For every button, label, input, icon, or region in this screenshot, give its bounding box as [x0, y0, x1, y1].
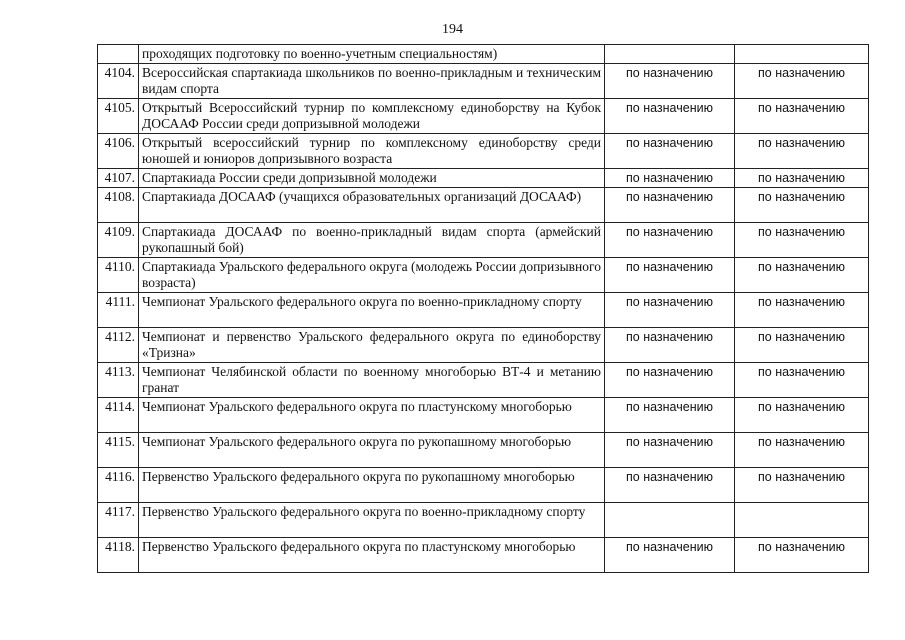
row-number: 4117. — [98, 503, 139, 538]
value-col-b: по назначению — [735, 398, 869, 433]
page-number: 194 — [442, 22, 463, 37]
event-name: Открытый Всероссийский турнир по комплексному единоборству на Кубок ДОСААФ России среди допризывной молодежи — [139, 99, 605, 134]
row-number: 4108. — [98, 188, 139, 223]
event-name: Всероссийская спартакиада школьников по военно-прикладным и техническим видам спорта — [139, 64, 605, 99]
value-col-b: по назначению — [735, 363, 869, 398]
row-number: 4114. — [98, 398, 139, 433]
value-col-b: по назначению — [735, 328, 869, 363]
event-name: Первенство Уральского федерального округа по рукопашному многоборью — [139, 468, 605, 503]
event-name: Чемпионат Челябинской области по военному многоборью ВТ-4 и метанию гранат — [139, 363, 605, 398]
table-row — [98, 45, 869, 64]
value-col-a: по назначению — [605, 134, 735, 169]
table-row — [98, 538, 869, 573]
value-col-a: по назначению — [605, 223, 735, 258]
value-col-b: по назначению — [735, 468, 869, 503]
row-number: 4112. — [98, 328, 139, 363]
row-number: 4118. — [98, 538, 139, 573]
value-col-b: по назначению — [735, 293, 869, 328]
value-col-b: по назначению — [735, 433, 869, 468]
table-row — [98, 64, 869, 99]
event-name: Открытый всероссийский турнир по комплексному единоборству среди юношей и юниоров допризывного возраста — [139, 134, 605, 169]
table-row — [98, 468, 869, 503]
event-name: Чемпионат и первенство Уральского федерального округа по единоборству «Тризна» — [139, 328, 605, 363]
value-col-b: по назначению — [735, 64, 869, 99]
table-row — [98, 169, 869, 188]
row-number: 4107. — [98, 169, 139, 188]
table-row — [98, 503, 869, 538]
value-col-b — [735, 45, 869, 64]
row-number: 4106. — [98, 134, 139, 169]
event-name: Первенство Уральского федерального округа по пластунскому многоборью — [139, 538, 605, 573]
event-name: проходящих подготовку по военно-учетным специальностям) — [139, 45, 605, 64]
row-number: 4115. — [98, 433, 139, 468]
event-name: Первенство Уральского федерального округа по военно-прикладному спорту — [139, 503, 605, 538]
table-row — [98, 363, 869, 398]
value-col-b: по назначению — [735, 169, 869, 188]
table-row — [98, 433, 869, 468]
value-col-a: по назначению — [605, 468, 735, 503]
event-name: Спартакиада Уральского федерального округа (молодежь России допризывного возраста) — [139, 258, 605, 293]
value-col-a: по назначению — [605, 398, 735, 433]
value-col-a — [605, 45, 735, 64]
value-col-a: по назначению — [605, 328, 735, 363]
value-col-a: по назначению — [605, 99, 735, 134]
row-number: 4105. — [98, 99, 139, 134]
value-col-b — [735, 503, 869, 538]
row-number: 4110. — [98, 258, 139, 293]
table-row — [98, 223, 869, 258]
table-row — [98, 293, 869, 328]
table-row — [98, 188, 869, 223]
value-col-b: по назначению — [735, 188, 869, 223]
value-col-b: по назначению — [735, 258, 869, 293]
value-col-a: по назначению — [605, 169, 735, 188]
value-col-b: по назначению — [735, 223, 869, 258]
row-number: 4113. — [98, 363, 139, 398]
value-col-a: по назначению — [605, 363, 735, 398]
value-col-b: по назначению — [735, 99, 869, 134]
event-name: Чемпионат Уральского федерального округа по пластунскому многоборью — [139, 398, 605, 433]
table-row — [98, 99, 869, 134]
value-col-a — [605, 503, 735, 538]
event-name: Спартакиада ДОСААФ по военно-прикладный видам спорта (армейский рукопашный бой) — [139, 223, 605, 258]
event-name: Чемпионат Уральского федерального округа по военно-прикладному спорту — [139, 293, 605, 328]
value-col-a: по назначению — [605, 188, 735, 223]
event-name: Чемпионат Уральского федерального округа по рукопашному многоборью — [139, 433, 605, 468]
event-name: Спартакиада России среди допризывной молодежи — [139, 169, 605, 188]
value-col-a: по назначению — [605, 433, 735, 468]
value-col-a: по назначению — [605, 258, 735, 293]
row-number: 4111. — [98, 293, 139, 328]
table-row — [98, 328, 869, 363]
row-number: 4104. — [98, 64, 139, 99]
value-col-b: по назначению — [735, 538, 869, 573]
table-row — [98, 134, 869, 169]
value-col-a: по назначению — [605, 538, 735, 573]
event-name: Спартакиада ДОСААФ (учащихся образовательных организаций ДОСААФ) — [139, 188, 605, 223]
value-col-a: по назначению — [605, 64, 735, 99]
table-row — [98, 258, 869, 293]
value-col-b: по назначению — [735, 134, 869, 169]
value-col-a: по назначению — [605, 293, 735, 328]
table-row — [98, 398, 869, 433]
row-number: 4116. — [98, 468, 139, 503]
row-number: 4109. — [98, 223, 139, 258]
events-table — [97, 44, 869, 573]
row-number — [98, 45, 139, 64]
